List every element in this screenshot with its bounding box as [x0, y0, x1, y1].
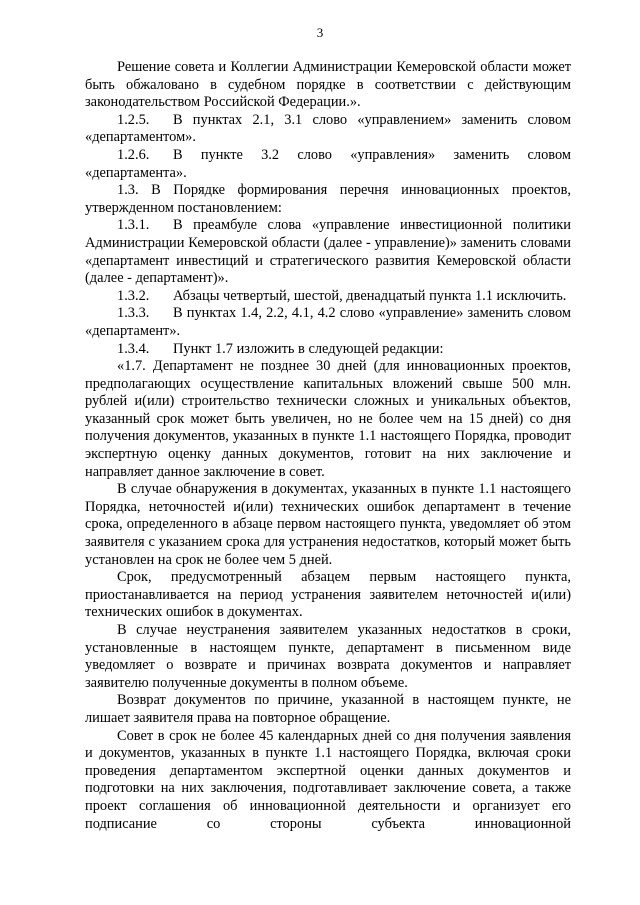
- item-text: В пункте 3.2 слово «управления» заменить словом «департамента».: [85, 146, 571, 181]
- paragraph-item-1-3: 1.3. В Порядке формирования перечня инновационных проектов, утвержденном постановлением:: [85, 182, 571, 216]
- paragraph-clause-1-7: «1.7. Департамент не позднее 30 дней (для инновационных проектов, предполагающих осуществление капитальных вложений свыше 500 млн. рублей и(или) строительство технически сложных и уникальных объектов, указанный срок может быть увеличен, но не более чем на 15 дней) со дня получения документов, указанных в пункте 1.1 настоящего Порядка, проводит экспертную оценку данных документов, готовит на них заключение и направляет данное заключение в совет.: [85, 358, 571, 480]
- item-number: 1.2.6.: [117, 146, 150, 163]
- item-text: В преамбуле слова «управление инвестиционной политики Администрации Кемеровской области (далее - управление)» заменить словами «департамент инвестиций и стратегического развития Кемеровской области (далее - департамент)».: [85, 217, 571, 287]
- item-number: 1.3.2.: [117, 287, 150, 304]
- paragraph-term-suspension: Срок, предусмотренный абзацем первым настоящего пункта, приостанавливается на период устранения заявителем неточностей и(или) технических ошибок в документах.: [85, 569, 571, 621]
- item-text: Абзацы четвертый, шестой, двенадцатый пункта 1.1 исключить.: [173, 287, 567, 304]
- paragraph-item-1-2-5: [85, 112, 571, 147]
- paragraph-council-term: Совет в срок не более 45 календарных дней со дня получения заявления и документов, указанных в пункте 1.1 настоящего Порядка, включая сроки проведения департаментом экспертной оценки данных документов и подготовки на них заключения, подготавливает заключение совета, а также проект соглашения об инновационной деятельности и организует его подписание со стороны субъекта инновационной: [85, 727, 571, 832]
- paragraph-return-documents: Возврат документов по причине, указанной в настоящем пункте, не лишает заявителя права на повторное обращение.: [85, 692, 571, 726]
- item-number: 1.2.5.: [117, 111, 150, 128]
- item-number: 1.3.3.: [117, 305, 150, 322]
- item-text: В пунктах 2.1, 3.1 слово «управлением» заменить словом «департаментом».: [85, 111, 571, 146]
- paragraph-item-1-2-6: [85, 147, 571, 182]
- item-text: В пунктах 1.4, 2.2, 4.1, 4.2 слово «управление» заменить словом «департамент».: [85, 305, 571, 339]
- paragraph-non-correction: В случае неустранения заявителем указанных недостатков в сроки, установленные в настоящем пункте, департамент в письменном виде уведомляет о возврате и причинах возврата документов и направляет заявителю полученные документы в полном объеме.: [85, 622, 571, 691]
- paragraph-item-1-3-2: [85, 288, 571, 306]
- paragraph-errors-found: В случае обнаружения в документах, указанных в пункте 1.1 настоящего Порядка, неточностей и(или) технических ошибок департамент в течение срока, определенного в абзаце первом настоящего пункта, уведомляет об этом заявителя с указанием срока для устранения недостатков, который может быть установлен на срок не более чем 5 дней.: [85, 481, 571, 568]
- item-text: Пункт 1.7 изложить в следующей редакции:: [173, 340, 444, 357]
- item-number: 1.3.4.: [117, 340, 150, 357]
- document-body: [85, 59, 571, 833]
- paragraph-item-1-3-4: [85, 341, 571, 359]
- paragraph-appeal: Решение совета и Коллегии Администрации Кемеровской области может быть обжаловано в судебном порядке в соответствии с действующим законодательством Российской Федерации.».: [85, 59, 571, 111]
- item-number: 1.3.1.: [117, 217, 150, 234]
- paragraph-item-1-3-3: [85, 305, 571, 340]
- page-number: 3: [316, 25, 324, 40]
- paragraph-item-1-3-1: [85, 217, 571, 287]
